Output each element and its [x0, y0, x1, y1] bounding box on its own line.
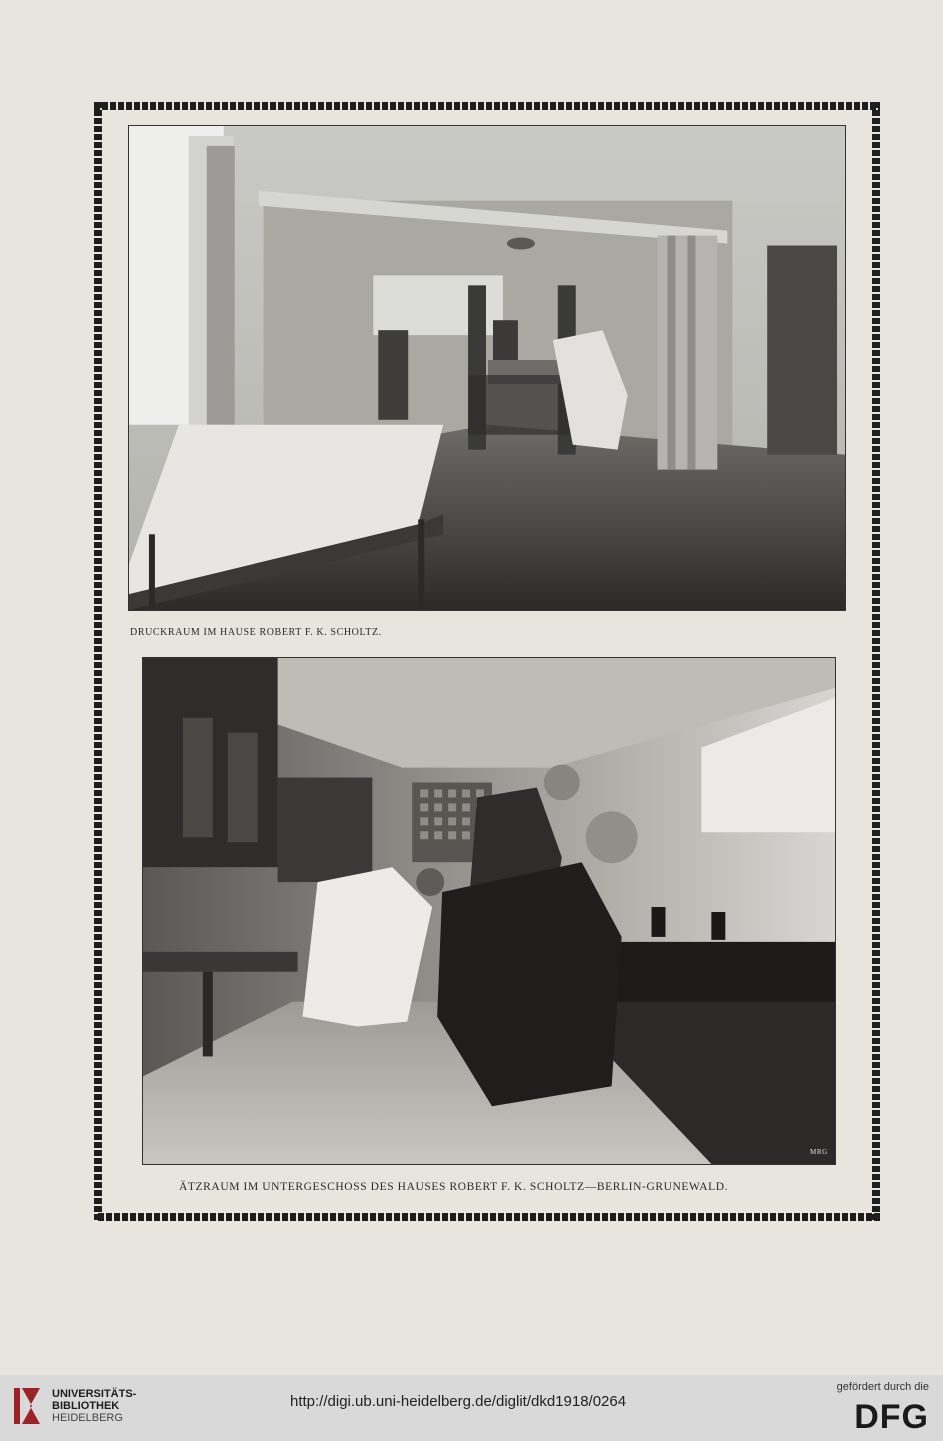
- permalink-url[interactable]: http://digi.ub.uni-heidelberg.de/diglit/dkd1918/0264: [290, 1393, 627, 1410]
- library-name[interactable]: [52, 1388, 136, 1424]
- frame-bottom: [98, 1213, 882, 1221]
- caption-etching-room: ÄTZRAUM IM UNTERGESCHOSS DES HAUSES ROBERT F. K. SCHOLTZ—BERLIN-GRUNEWALD.: [179, 1181, 729, 1193]
- library-name-line1: UNIVERSITÄTS-: [52, 1388, 137, 1400]
- repository-footer: [0, 1375, 943, 1441]
- funded-by-text: gefördert durch die: [836, 1381, 929, 1393]
- dfg-logo[interactable]: DFG: [854, 1398, 929, 1436]
- frame-left: [94, 102, 102, 1220]
- frame-right: [872, 102, 880, 1220]
- frame-top: [94, 102, 880, 110]
- photo-etching-room: [142, 657, 836, 1165]
- library-name-line3: HEIDELBERG: [52, 1412, 123, 1424]
- library-logo-icon: [12, 1384, 46, 1428]
- library-name-line2: BIBLIOTHEK: [52, 1400, 120, 1412]
- photo-printing-room: [128, 125, 846, 611]
- photo-monogram: MRG: [810, 1148, 828, 1156]
- caption-printing-room: DRUCKRAUM IM HAUSE ROBERT F. K. SCHOLTZ.: [130, 627, 382, 638]
